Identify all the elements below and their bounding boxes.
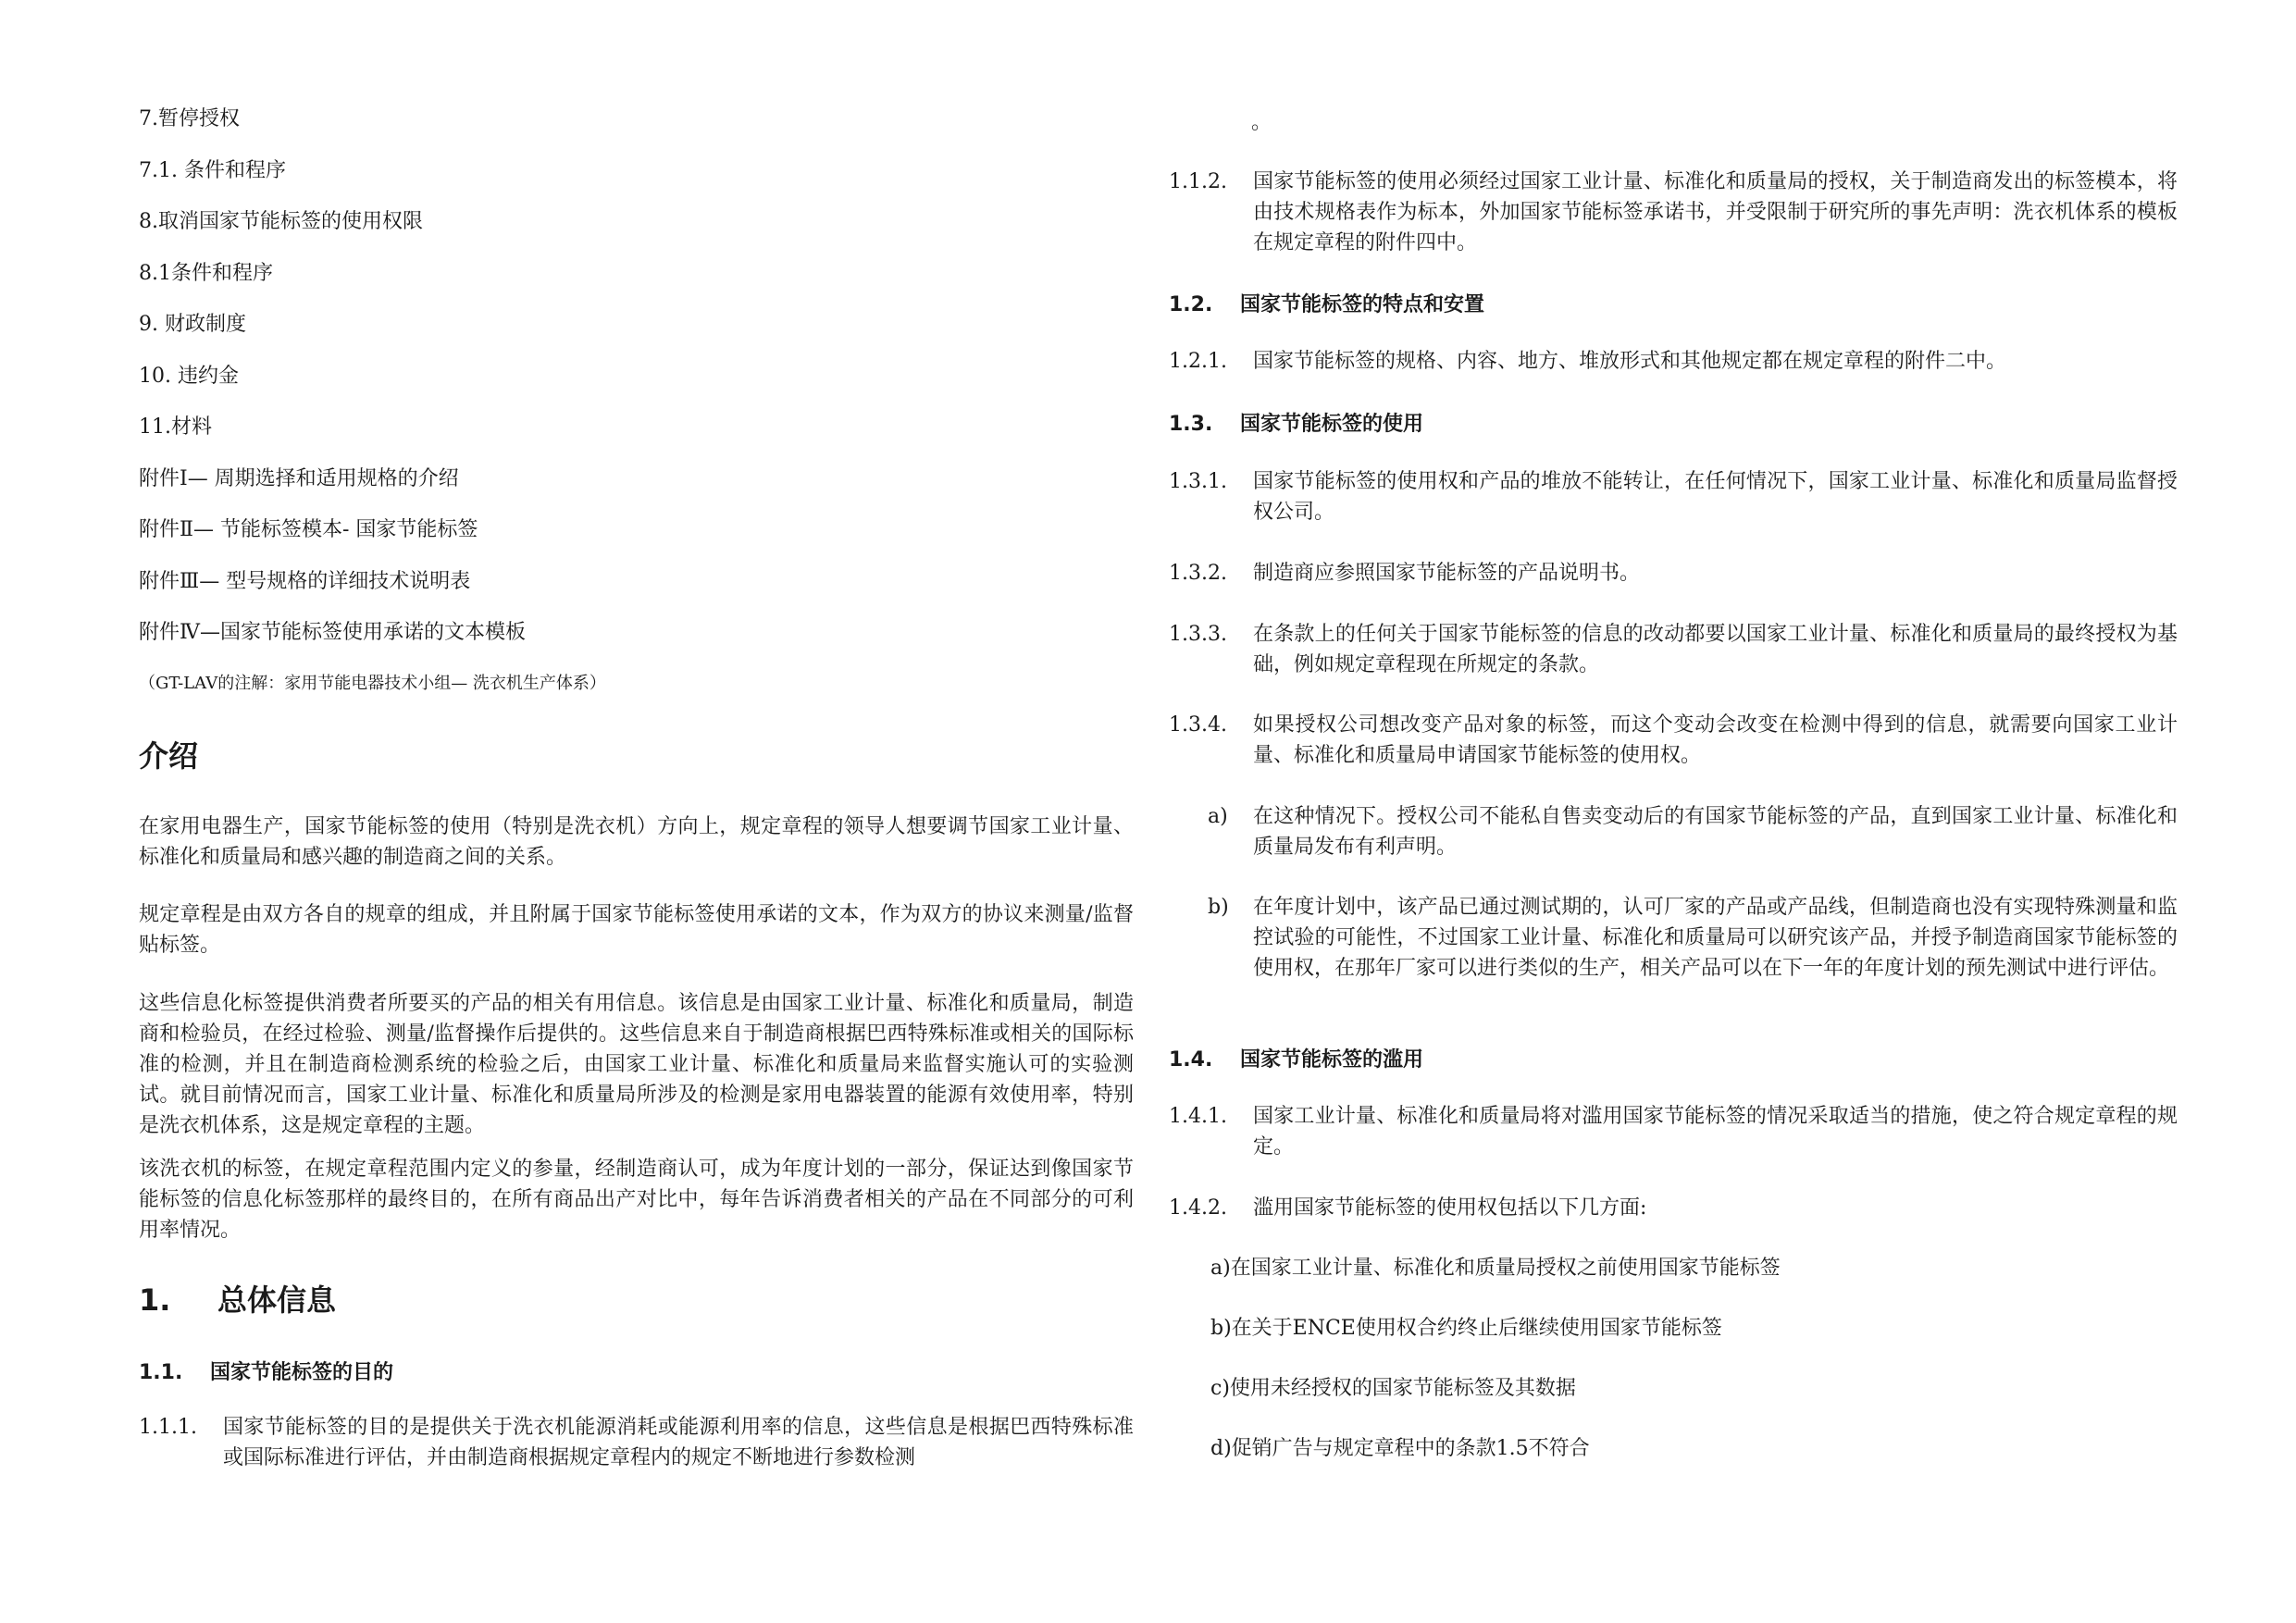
clause-text: 国家节能标签的使用必须经过国家工业计量、标准化和质量局的授权，关于制造商发出的标签模本，将由技术规格表作为标本，外加国家节能标签承诺书，并受限制于研究所的事先声明：洗衣机体系的模板在规定章程的附件四中。 bbox=[1253, 170, 2178, 254]
toc-line: 8.取消国家节能标签的使用权限 bbox=[139, 210, 423, 233]
subsection-title: 国家节能标签的特点和安置 bbox=[1240, 293, 1485, 316]
intro-paragraph: 规定章程是由双方各自的规章的组成，并且附属于国家节能标签使用承诺的文本，作为双方的协议来测量/监督贴标签。 bbox=[139, 903, 1134, 957]
subsection-number: 1.2. bbox=[1169, 293, 1213, 316]
clause-item bbox=[1169, 710, 2178, 771]
clause-item bbox=[1169, 167, 2178, 258]
subsection-heading bbox=[139, 1357, 393, 1385]
abuse-item: d)促销广告与规定章程中的条款1.5不符合 bbox=[1210, 1437, 1590, 1460]
clause-text: 国家工业计量、标准化和质量局将对滥用国家节能标签的情况采取适当的措施，使之符合规定章程的规定。 bbox=[1253, 1105, 2178, 1158]
intro-paragraph: 该洗衣机的标签，在规定章程范围内定义的参量，经制造商认可，成为年度计划的一部分，保证达到像国家节能标签的信息化标签那样的最终目的，在所有商品出产对比中，每年告诉消费者相关的产品在不同部分的可利用率情况。 bbox=[139, 1158, 1134, 1242]
toc-line: 7.1. 条件和程序 bbox=[139, 159, 286, 182]
toc-line: 10. 违约金 bbox=[139, 365, 239, 388]
toc-line: 附件Ⅱ— 节能标签模本- 国家节能标签 bbox=[139, 518, 478, 541]
annotation-note: （GT-LAV的注解：家用节能电器技术小组— 洗衣机生产体系） bbox=[139, 674, 606, 693]
toc-line: 附件Ⅳ—国家节能标签使用承诺的文本模板 bbox=[139, 621, 526, 644]
clause-text: 国家节能标签的目的是提供关于洗衣机能源消耗或能源利用率的信息，这些信息是根据巴西特殊标准或国际标准进行评估，并由制造商根据规定章程内的规定不断地进行参数检测 bbox=[223, 1416, 1134, 1469]
toc-line: 附件Ⅲ— 型号规格的详细技术说明表 bbox=[139, 570, 471, 593]
section-number: 1. bbox=[139, 1282, 171, 1318]
clause-item bbox=[1169, 1193, 2178, 1223]
clause-number: 1.3.4. bbox=[1169, 713, 1227, 737]
toc-line: 附件Ⅰ— 周期选择和适用规格的介绍 bbox=[139, 467, 459, 490]
clause-text: 滥用国家节能标签的使用权包括以下几方面: bbox=[1253, 1196, 1647, 1220]
clause-number: 1.3.3. bbox=[1169, 623, 1227, 646]
intro-heading: 介绍 bbox=[139, 738, 199, 774]
subsection-heading bbox=[1169, 289, 1484, 317]
subsection-title: 国家节能标签的滥用 bbox=[1240, 1048, 1424, 1072]
subitem-text: 在这种情况下。授权公司不能私自售卖变动后的有国家节能标签的产品，直到国家工业计量、标准化和质量局发布有利声明。 bbox=[1253, 805, 2178, 859]
clause-subitem bbox=[1208, 801, 2178, 862]
clause-number: 1.3.1. bbox=[1169, 470, 1227, 493]
subsection-title: 国家节能标签的使用 bbox=[1240, 413, 1424, 436]
subitem-letter: a) bbox=[1208, 805, 1228, 828]
subsection-number: 1.4. bbox=[1169, 1048, 1213, 1072]
toc-line: 7.暂停授权 bbox=[139, 107, 240, 130]
toc-line: 11.材料 bbox=[139, 415, 212, 439]
clause-item bbox=[1169, 1101, 2178, 1162]
clause-text: 制造商应参照国家节能标签的产品说明书。 bbox=[1253, 562, 1641, 585]
abuse-item: b)在关于ENCE使用权合约终止后继续使用国家节能标签 bbox=[1210, 1317, 1722, 1340]
clause-item bbox=[1169, 466, 2178, 527]
intro-paragraph: 在家用电器生产，国家节能标签的使用（特别是洗衣机）方向上，规定章程的领导人想要调节国家工业计量、标准化和质量局和感兴趣的制造商之间的关系。 bbox=[139, 815, 1134, 869]
clause-text: 国家节能标签的使用权和产品的堆放不能转让，在任何情况下，国家工业计量、标准化和质量局监督授权公司。 bbox=[1253, 470, 2178, 524]
clause-number: 1.1.2. bbox=[1169, 170, 1227, 193]
subsection-number: 1.3. bbox=[1169, 413, 1213, 436]
clause-text: 国家节能标签的规格、内容、地方、堆放形式和其他规定都在规定章程的附件二中。 bbox=[1253, 350, 2007, 373]
subsection-heading bbox=[1169, 408, 1423, 437]
subsection-title: 国家节能标签的目的 bbox=[210, 1361, 394, 1384]
clause-item bbox=[1169, 346, 2178, 377]
section-title: 总体信息 bbox=[217, 1282, 337, 1318]
continuation-mark: 。 bbox=[1251, 111, 1272, 134]
clause-item bbox=[139, 1412, 1134, 1473]
clause-number: 1.2.1. bbox=[1169, 350, 1227, 373]
clause-item bbox=[1169, 619, 2178, 680]
clause-number: 1.4.2. bbox=[1169, 1196, 1227, 1220]
toc-line: 8.1条件和程序 bbox=[139, 262, 273, 285]
clause-text: 在条款上的任何关于国家节能标签的信息的改动都要以国家工业计量、标准化和质量局的最终授权为基础，例如规定章程现在所规定的条款。 bbox=[1253, 623, 2178, 676]
section-heading bbox=[139, 1277, 336, 1319]
subitem-text: 在年度计划中，该产品已通过测试期的，认可厂家的产品或产品线，但制造商也没有实现特殊测量和监控试验的可能性，不过国家工业计量、标准化和质量局可以研究该产品，并授予制造商国家节能标签的使用权，在那年厂家可以进行类似的生产，相关产品可以在下一年的年度计划的预先测试中进行评估。 bbox=[1253, 896, 2178, 980]
clause-subitem bbox=[1208, 892, 2178, 984]
abuse-item: c)使用未经授权的国家节能标签及其数据 bbox=[1210, 1377, 1576, 1400]
clause-number: 1.4.1. bbox=[1169, 1105, 1227, 1128]
intro-paragraph: 这些信息化标签提供消费者所要买的产品的相关有用信息。该信息是由国家工业计量、标准化和质量局，制造商和检验员，在经过检验、测量/监督操作后提供的。这些信息来自于制造商根据巴西特殊标准或相关的国际标准的检测，并且在制造商检测系统的检验之后，由国家工业计量、标准化和质量局来监督实施认可的实验测试。就目前情况而言，国家工业计量、标准化和质量局所涉及的检测是家用电器装置的能源有效使用率，特别是洗衣机体系，这是规定章程的主题。 bbox=[139, 992, 1134, 1137]
clause-text: 如果授权公司想改变产品对象的标签，而这个变动会改变在检测中得到的信息，就需要向国家工业计量、标准化和质量局申请国家节能标签的使用权。 bbox=[1253, 713, 2178, 767]
subsection-heading bbox=[1169, 1044, 1423, 1072]
toc-line: 9. 财政制度 bbox=[139, 313, 246, 336]
abuse-item: a)在国家工业计量、标准化和质量局授权之前使用国家节能标签 bbox=[1210, 1257, 1781, 1280]
clause-number: 1.1.1. bbox=[139, 1416, 197, 1439]
subitem-letter: b) bbox=[1208, 896, 1229, 919]
clause-number: 1.3.2. bbox=[1169, 562, 1227, 585]
clause-item bbox=[1169, 558, 2178, 588]
subsection-number: 1.1. bbox=[139, 1361, 183, 1384]
